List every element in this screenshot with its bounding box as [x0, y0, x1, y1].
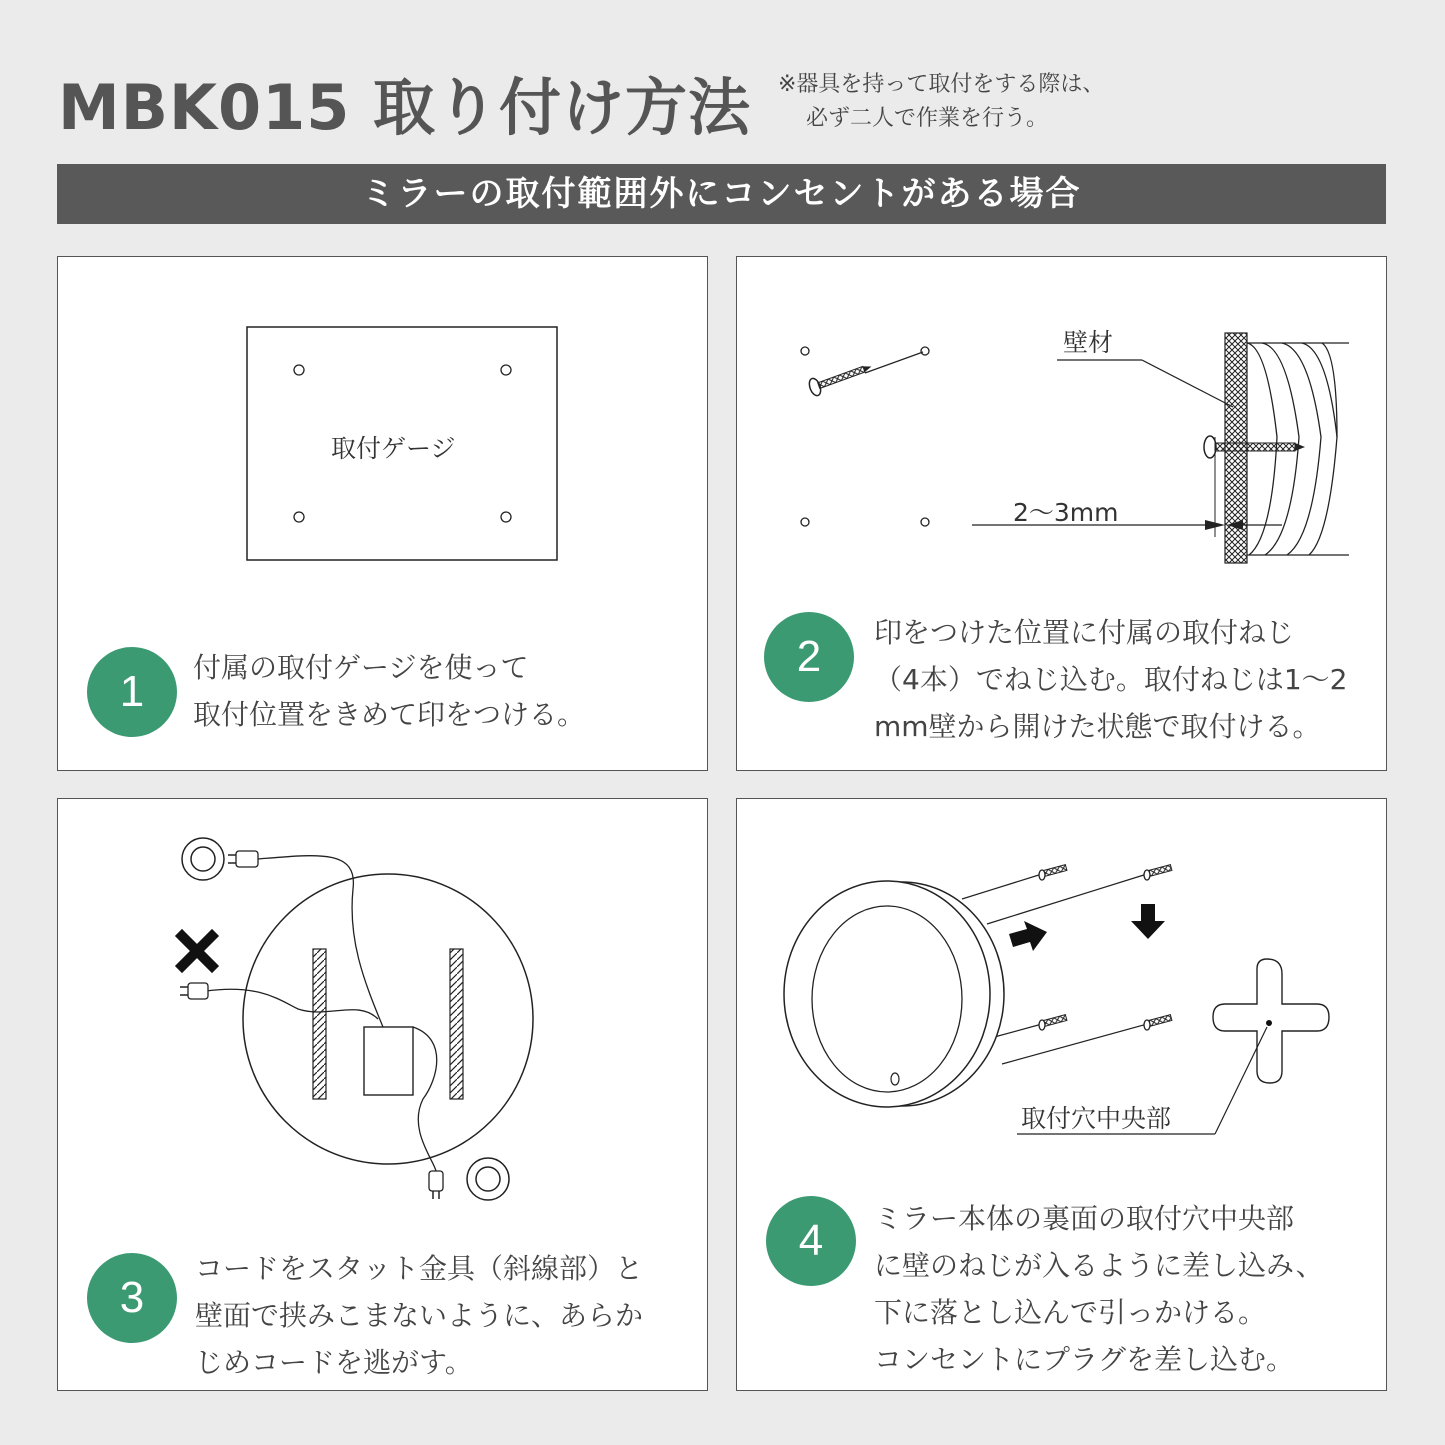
- safety-note-line2: 必ず二人で作業を行う。: [806, 106, 1049, 131]
- step-3-panel: [57, 798, 708, 1391]
- step-number-badge: 3: [87, 1253, 177, 1343]
- safety-note: [778, 68, 1104, 136]
- safety-note-line1: ※器具を持って取付をする際は、: [778, 72, 1105, 97]
- step-1-panel: [57, 256, 708, 771]
- wall-material-label: 壁材: [1063, 328, 1114, 357]
- page-title: MBK015 取り付け方法: [58, 71, 752, 144]
- step-number-badge: 2: [764, 612, 854, 702]
- gauge-label: 取付ゲージ: [331, 434, 456, 463]
- step-2-description: 印をつけた位置に付属の取付ねじ （4本）でねじ込む。取付ねじは1～2 mm壁から開けた状態で取付ける。: [874, 616, 1348, 743]
- section-banner: ミラーの取付範囲外にコンセントがある場合: [57, 164, 1386, 224]
- step-3-description: コードをスタット金具（斜線部）と 壁面で挟みこまないように、あらか じめコードを逃がす。: [195, 1252, 644, 1379]
- step-number-badge: 4: [766, 1196, 856, 1286]
- step-2-panel: [736, 256, 1387, 771]
- gap-measurement-label: 2～3mm: [1013, 498, 1119, 527]
- keyhole-center-label: 取付穴中央部: [1021, 1104, 1172, 1133]
- step-number-badge: 1: [87, 647, 177, 737]
- arrow-right-icon: [1009, 921, 1047, 951]
- arrow-down-icon: [1131, 904, 1165, 939]
- step-1-description: 付属の取付ゲージを使って 取付位置をきめて印をつける。: [193, 651, 586, 731]
- step-4-panel: [736, 798, 1387, 1391]
- step-4-description: ミラー本体の裏面の取付穴中央部 に壁のねじが入るように差し込み、 下に落とし込んで引っかける。 コンセントにプラグを差し込む。: [874, 1202, 1324, 1376]
- wrong-route-x-icon: [182, 936, 212, 966]
